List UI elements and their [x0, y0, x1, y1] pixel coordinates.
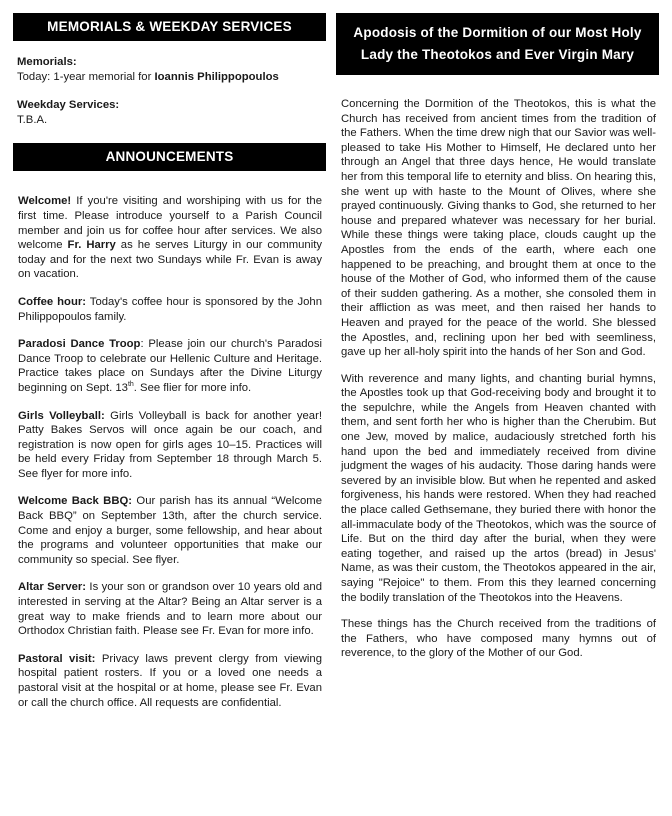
memorials-header: MEMORIALS & WEEKDAY SERVICES — [13, 13, 326, 41]
announcement-bbq: Welcome Back BBQ: Our parish has its annual “Welcome Back BBQ” on September 13th, after the church service. Come and enjoy a burger, some fellowship, and hear about the programs and volunteer opportunities that make our community so special. See flyer. — [18, 495, 322, 566]
announcement-welcome: Welcome! If you're visiting and worshiping with us for the first time. Please introduce yourself to a Parish Council member and join us for coffee hour after services. We also welcome Fr. Harry as he serves Liturgy in our community today and for the next two Sundays while Fr. Evan is away on vacation. — [18, 195, 322, 281]
feast-title: Apodosis of the Dormition of our Most Holy Lady the Theotokos and Ever Virgin Mary — [336, 13, 659, 75]
feast-paragraph: These things has the Church received from the traditions of the Fathers, who have composed many hymns out of reverence, to the glory of the Mother of our God. — [341, 618, 656, 660]
memorials-line: Today: 1-year memorial for Ioannis Philippopoulos — [17, 70, 279, 83]
announcements-header: ANNOUNCEMENTS — [13, 143, 326, 171]
memorial-name: Ioannis Philippopoulos — [154, 70, 279, 83]
feast-body — [336, 97, 659, 661]
announcement-girls-volleyball: Girls Volleyball: Girls Volleyball is back for another year! Patty Bakes Servos will once again be our coach, and registration is now open for girls ages 10–15. Practices will be held every Friday from September 18 through March 5. See flyer for more info. — [18, 409, 322, 480]
memorials-block — [13, 55, 326, 84]
left-column — [13, 13, 326, 723]
weekday-label: Weekday Services: — [17, 99, 120, 112]
announcement-altar-server: Altar Server: Is your son or grandson over 10 years old and interested in serving at the Altar? Being an Altar server is a great way to make friends and to learn more about our Orthodox Christian faith. Please see Fr. Evan for more info. — [18, 581, 322, 638]
memorials-label: Memorials: — [17, 56, 77, 68]
right-column — [336, 13, 659, 673]
weekday-text: T.B.A. — [17, 113, 48, 126]
announcement-dance-troop: Paradosi Dance Troop: Please join our church's Paradosi Dance Troop to celebrate our Hellenic Culture and Heritage. Practice takes place on Sundays after the Divine Liturgy beginning on Sept. 13th. See flier for more info. — [18, 338, 323, 394]
announcements-list — [13, 194, 326, 710]
announcement-pastoral-visit: Pastoral visit: Privacy laws prevent clergy from viewing hospital patient rosters. If you or a loved one needs a pastoral visit at the hospital or at home, please see Fr. Evan or call the church office. All requests are confidential. — [18, 652, 322, 709]
feast-paragraph: Concerning the Dormition of the Theotokos, this is what the Church has received from ancient times from the tradition of the Fathers. When the time drew nigh that our Savior was well-pleased to take His Mother to Himself, He declared unto her through an Angel that three days hence, He would translate her from this temporal life to eternity and bliss. On hearing this, she went up with haste to the Mount of Olives, where she prayed continuously. Giving thanks to God, she returned to her house and prepared whatever was necessary for her burial. While these things were taking place, clouds caught up the Apostles from the ends of the earth, where each one happened to be preaching, and brought them at once to the house of the Mother of God, who informed them of the cause of their sudden gathering. As a mother, she consoled them in their affliction as was meet, and then raised her hands to Heaven and prayed for the peace of the world. She blessed the Apostles, and, reclining upon her bed with seemliness, gave up her all-holy spirit into the hands of her Son and God. — [341, 98, 656, 359]
feast-paragraph: With reverence and many lights, and chanting burial hymns, the Apostles took up that God-receiving body and brought it to the sepulchre, while the Angels from Heaven chanted with them, and sent forth her who is higher than the Cherubim. But one Jew, moved by malice, audaciously stretched forth his hand upon the bed and immediately received from divine judgment the wages of his audacity. Those daring hands were severed by an invisible blow. But when he repented and asked forgiveness, his hands were restored. When they had reached the place called Gethsemane, they buried there with honor the all-immaculate body of the Theotokos, which was the source of Life. But on the third day after the burial, when they were eating together, and raised up the artos (bread) in Jesus' Name, as was their custom, the Theotokos appeared in the air, saying "Rejoice" to them. From this they learned concerning the bodily translation of the Theotokos into the Heavens. — [341, 372, 656, 604]
announcement-coffee-hour: Coffee hour: Today's coffee hour is sponsored by the John Philippopoulos family. — [18, 295, 322, 323]
weekday-block — [13, 98, 326, 127]
